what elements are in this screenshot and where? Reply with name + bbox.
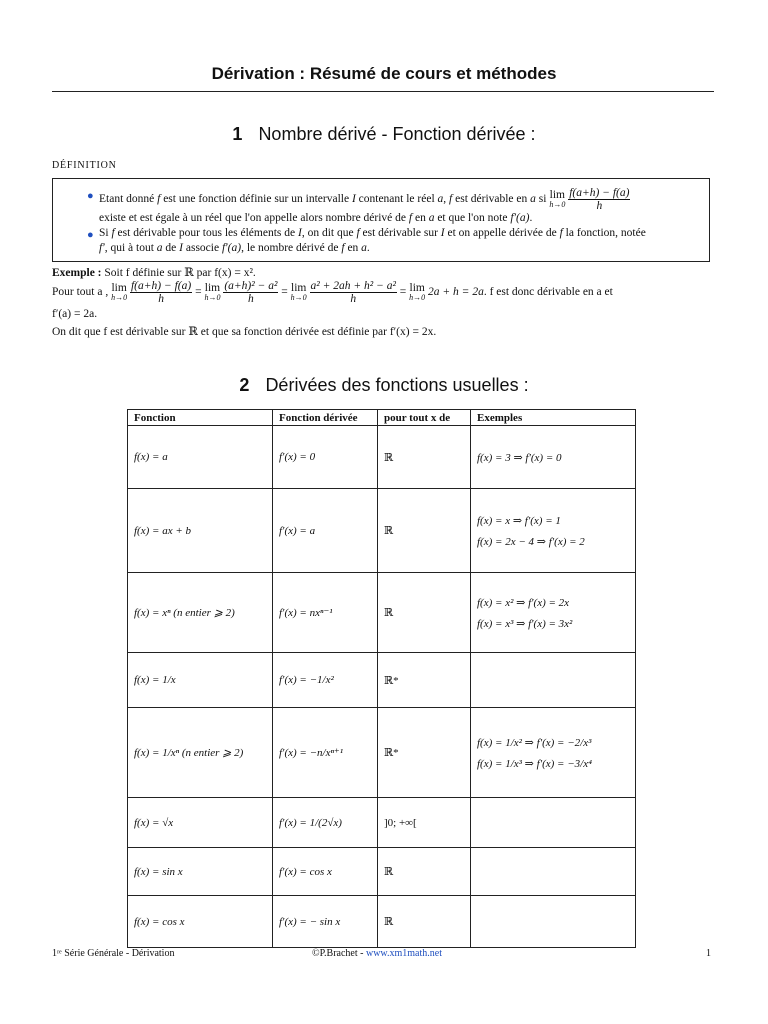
domain-cell: ℝ* xyxy=(378,653,471,708)
section-number: 1 xyxy=(232,124,243,144)
website-link[interactable]: www.xm1math.net xyxy=(365,948,442,959)
domain-cell: ℝ xyxy=(378,848,471,896)
domain-cell: ]0; +∞[ xyxy=(378,798,471,848)
definition-label: DÉFINITION xyxy=(52,160,117,171)
domain-cell: ℝ xyxy=(378,426,471,489)
bullet-icon: ● xyxy=(87,229,94,241)
example-line-4: On dit que f est dérivable sur ℝ et que sa fonction dérivée est définie par f′(x) = 2x. xyxy=(52,326,437,338)
table-header-row xyxy=(128,410,636,426)
derivatives-table xyxy=(127,409,636,948)
examples-cell: f(x) = 1/x² ⇒ f′(x) = −2/x³ f(x) = 1/x³ ⇒ f′(x) = −3/x⁴ xyxy=(471,708,636,798)
table-row xyxy=(128,798,636,848)
example-line-3: f′(a) = 2a. xyxy=(52,308,98,320)
function-cell: f(x) = cos x xyxy=(128,896,273,948)
table-row xyxy=(128,708,636,798)
examples-cell xyxy=(471,848,636,896)
domain-cell: ℝ* xyxy=(378,708,471,798)
difference-quotient: $\frac{f(a+h) - f(a)}{h}$ xyxy=(569,187,630,212)
definition-bullet-1-line-1: Etant donné f est une fonction définie sur un intervalle I contenant le réel a, f est dérivable en a si lim h→0 $\frac{f(a+h) - f(a)}{h}$ xyxy=(99,187,630,212)
derivative-cell: f′(x) = cos x xyxy=(273,848,378,896)
domain-cell: ℝ xyxy=(378,896,471,948)
examples-cell: f(x) = 3 ⇒ f′(x) = 0 xyxy=(471,426,636,489)
table-row xyxy=(128,896,636,948)
table-row xyxy=(128,653,636,708)
function-cell: f(x) = 1/xⁿ (n entier ⩾ 2) xyxy=(128,708,273,798)
section-title: Nombre dérivé - Fonction dérivée : xyxy=(258,124,536,144)
page-title: Dérivation : Résumé de cours et méthodes xyxy=(211,64,557,83)
title-rule xyxy=(52,91,714,92)
table-row xyxy=(128,573,636,653)
table-header: pour tout x de xyxy=(378,410,471,426)
function-cell: f(x) = √x xyxy=(128,798,273,848)
function-cell: f(x) = xⁿ (n entier ⩾ 2) xyxy=(128,573,273,653)
table-row xyxy=(128,848,636,896)
footer-left: 1ʳᵉ Série Générale - Dérivation xyxy=(52,948,175,959)
derivative-cell: f′(x) = nxⁿ⁻¹ xyxy=(273,573,378,653)
table-row xyxy=(128,426,636,489)
derivative-cell: f′(x) = −1/x² xyxy=(273,653,378,708)
derivative-cell: f′(x) = − sin x xyxy=(273,896,378,948)
limit-expression: lim h→0 xyxy=(549,188,566,209)
domain-cell: ℝ xyxy=(378,489,471,573)
example-label: Exemple : xyxy=(52,267,102,279)
function-cell: f(x) = a xyxy=(128,426,273,489)
definition-bullet-2-line-1: Si f est dérivable pour tous les éléments de I, on dit que f est dérivable sur I et on appelle dérivée de f la fonction, notée xyxy=(99,227,646,239)
examples-cell xyxy=(471,653,636,708)
definition-box xyxy=(52,178,710,262)
function-cell: f(x) = sin x xyxy=(128,848,273,896)
section-2-heading xyxy=(0,375,768,396)
table-header: Fonction xyxy=(128,410,273,426)
domain-cell: ℝ xyxy=(378,573,471,653)
copyright-text: ©P.Brachet - xyxy=(312,948,366,959)
examples-cell xyxy=(471,896,636,948)
examples-cell: f(x) = x ⇒ f′(x) = 1 f(x) = 2x − 4 ⇒ f′(x) = 2 xyxy=(471,489,636,573)
definition-bullet-2-line-2: f′, qui à tout a de I associe f′(a), le nombre dérivé de f en a. xyxy=(99,242,370,254)
page-number: 1 xyxy=(706,948,711,959)
definition-bullet-1-line-2: existe et est égale à un réel que l'on appelle alors nombre dérivé de f en a et que l'on note f′(a). xyxy=(99,212,533,224)
derivative-cell: f′(x) = 1/(2√x) xyxy=(273,798,378,848)
section-1-heading xyxy=(0,124,768,145)
example-line-2: Pour tout a , lim h→0 $\frac{f(a+h) - f(a)}{h}$ = lim h→0 $\frac{\text{(a+h)² − a²}}{h}$ = lim h→0 $\frac{\text{a² + 2ah + h² − a²}}{h}$ = lim h→0 2a + h = 2a. f est donc dérivable en a et xyxy=(52,280,613,305)
table-header: Fonction dérivée xyxy=(273,410,378,426)
section-title: Dérivées des fonctions usuelles : xyxy=(265,375,529,395)
example-line-1: Exemple : Soit f définie sur ℝ par f(x) = x². xyxy=(52,267,256,279)
section-number: 2 xyxy=(239,375,250,395)
function-cell: f(x) = 1/x xyxy=(128,653,273,708)
function-cell: f(x) = ax + b xyxy=(128,489,273,573)
derivative-cell: f′(x) = a xyxy=(273,489,378,573)
derivative-cell: f′(x) = −n/xⁿ⁺¹ xyxy=(273,708,378,798)
table-row xyxy=(128,489,636,573)
derivative-cell: f′(x) = 0 xyxy=(273,426,378,489)
examples-cell xyxy=(471,798,636,848)
footer-center xyxy=(312,948,442,959)
table-header: Exemples xyxy=(471,410,636,426)
examples-cell: f(x) = x² ⇒ f′(x) = 2x f(x) = x³ ⇒ f′(x) = 3x² xyxy=(471,573,636,653)
bullet-icon: ● xyxy=(87,190,94,202)
